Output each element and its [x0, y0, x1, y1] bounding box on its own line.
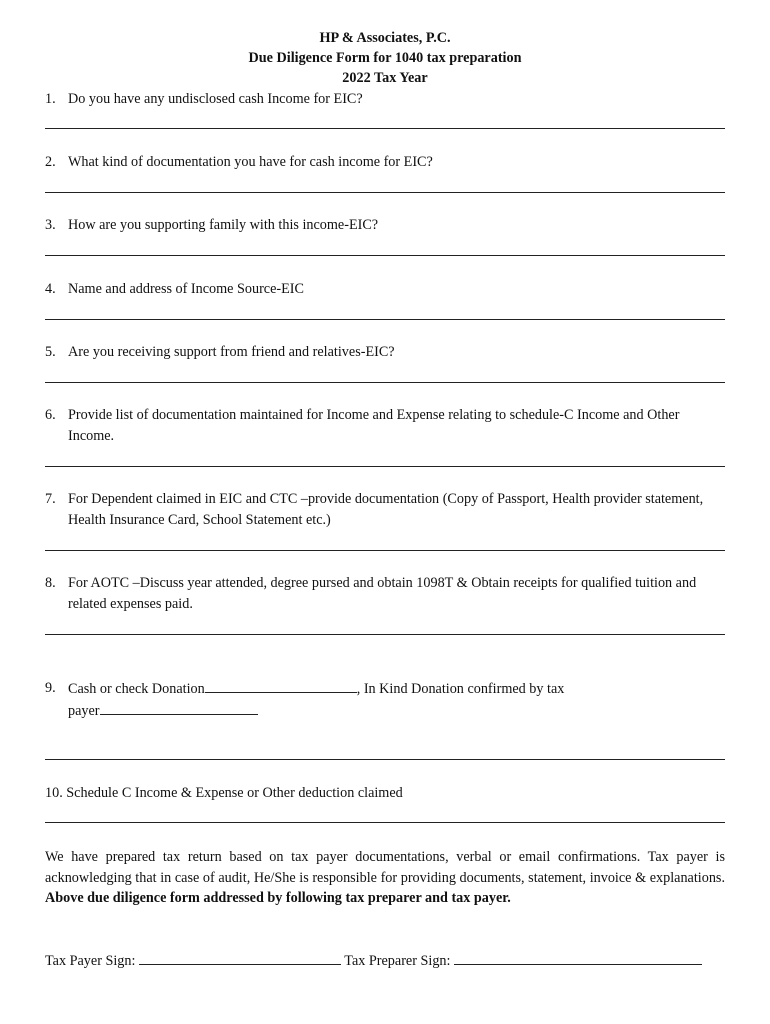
form-header: [0, 28, 770, 88]
question-number: 2.: [45, 154, 56, 170]
answer-line-6[interactable]: [45, 466, 725, 467]
question-text: What kind of documentation you have for cash income for EIC?: [68, 154, 433, 170]
question-7: [45, 489, 725, 531]
question-text: Do you have any undisclosed cash Income for EIC?: [68, 91, 363, 107]
question-9: [45, 678, 725, 722]
form-title: Due Diligence Form for 1040 tax preparation: [248, 50, 522, 66]
tax-year: 2022 Tax Year: [342, 70, 428, 86]
answer-line-2[interactable]: [45, 192, 725, 193]
question-number: 5.: [45, 344, 56, 360]
answer-line-10[interactable]: [45, 822, 725, 823]
question-number: 10.: [45, 785, 63, 801]
question-number: 7.: [45, 491, 56, 507]
tax-preparer-sign-label: Tax Preparer Sign:: [344, 953, 451, 969]
statement-text: We have prepared tax return based on tax payer documentations, verbal or email confirmations. Tax payer is acknowledging that in case of audit, He/She is responsible for providing documents, statement, invoice & explanations.: [45, 849, 725, 886]
question-6: [45, 405, 725, 447]
answer-line-4[interactable]: [45, 319, 725, 320]
question-text: Are you receiving support from friend and relatives-EIC?: [68, 344, 395, 360]
question-text: How are you supporting family with this income-EIC?: [68, 217, 379, 233]
question-text: For Dependent claimed in EIC and CTC –provide documentation (Copy of Passport, Health provider statement, Health Insurance Card, School Statement etc.): [68, 491, 704, 528]
question-10: [45, 783, 725, 804]
question-5: [45, 342, 725, 363]
question-number: 3.: [45, 217, 56, 233]
acknowledgement-statement: [45, 847, 725, 909]
question-number: 1.: [45, 91, 56, 107]
signature-row: [45, 950, 735, 971]
tax-payer-sign-label: Tax Payer Sign:: [45, 953, 136, 969]
firm-name: HP & Associates, P.C.: [319, 30, 451, 46]
question-number: 8.: [45, 575, 56, 591]
question-3: [45, 215, 725, 236]
question-1: [45, 89, 725, 110]
question-4: [45, 279, 725, 300]
in-kind-donation-blank[interactable]: [100, 700, 258, 715]
question-text: For AOTC –Discuss year attended, degree pursed and obtain 1098T & Obtain receipts for qualified tuition and related expenses paid.: [68, 575, 697, 612]
answer-line-5[interactable]: [45, 382, 725, 383]
question-text: Schedule C Income & Expense or Other deduction claimed: [66, 785, 403, 801]
statement-bold-text: Above due diligence form addressed by following tax preparer and tax payer.: [45, 890, 511, 906]
question-text: Name and address of Income Source-EIC: [68, 281, 304, 297]
question-8: [45, 573, 725, 615]
in-kind-donation-label: , In Kind Donation confirmed by tax: [356, 681, 565, 697]
answer-line-9[interactable]: [45, 759, 725, 760]
question-number: 6.: [45, 407, 56, 423]
tax-preparer-sign-line[interactable]: [454, 950, 702, 965]
answer-line-1[interactable]: [45, 128, 725, 129]
answer-line-8[interactable]: [45, 634, 725, 635]
cash-donation-blank[interactable]: [205, 678, 357, 693]
question-number: 4.: [45, 281, 56, 297]
answer-line-7[interactable]: [45, 550, 725, 551]
answer-line-3[interactable]: [45, 255, 725, 256]
question-text: Provide list of documentation maintained for Income and Expense relating to schedule-C Income and Other Income.: [68, 407, 680, 444]
question-number: 9.: [45, 680, 56, 696]
cash-donation-label: Cash or check Donation: [68, 681, 205, 697]
payer-label: payer: [68, 703, 100, 719]
tax-payer-sign-line[interactable]: [139, 950, 341, 965]
question-2: [45, 152, 725, 173]
